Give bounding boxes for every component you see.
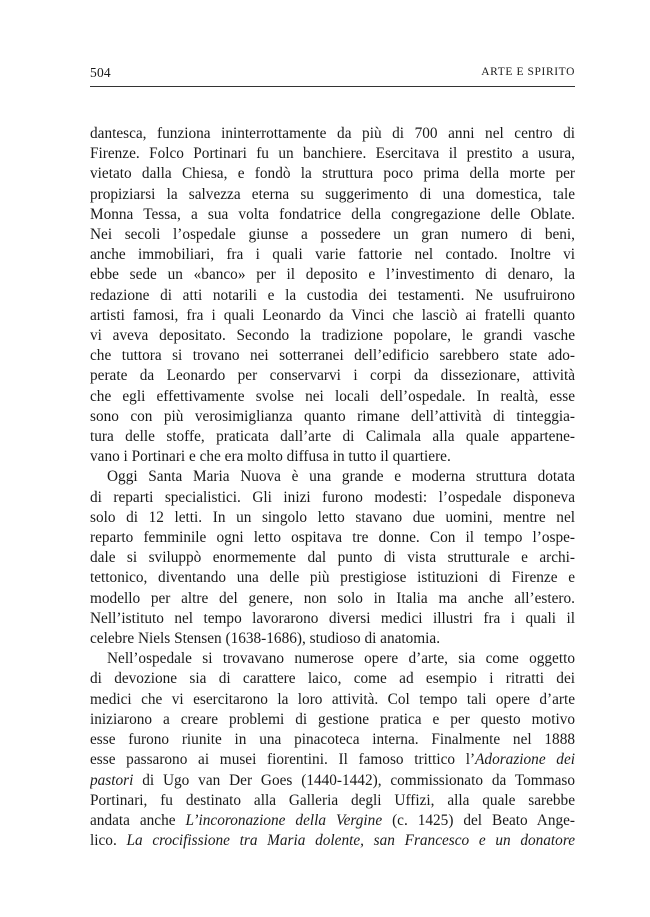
text-segment: propiziarsi la salvezza eterna su suggerimento di una domestica, tale: [90, 185, 575, 203]
text-segment: redazione di atti notarili e la custodia dei testamenti. Ne usufruirono: [90, 286, 575, 304]
text-segment: medici che vi esercitarono la loro attività. Col tempo tali opere d’arte: [90, 690, 575, 708]
body-text: [90, 124, 575, 851]
page-header: [90, 64, 575, 87]
text-line: [90, 245, 575, 265]
text-line: [90, 730, 575, 750]
text-line: [90, 488, 575, 508]
text-line: [90, 286, 575, 306]
text-line: [90, 366, 575, 386]
text-line: [90, 185, 575, 205]
text-segment: vi aveva depositato. Secondo la tradizione popolare, le grandi vasche: [90, 327, 575, 345]
text-line: [90, 548, 575, 568]
text-segment: celebre Niels Stensen (1638-1686), studioso di anatomia.: [90, 630, 441, 648]
text-segment: di devozione sia di carattere laico, come ad esempio i ritratti dei: [90, 670, 575, 688]
text-segment: dale si sviluppò enormemente dal punto di vista strutturale e archi-: [90, 549, 575, 567]
text-segment: modello per altre del genere, non solo in Italia ma anche all’estero.: [90, 589, 575, 607]
text-line: [90, 265, 575, 285]
text-segment: solo di 12 letti. In un singolo letto stavano due uomini, mentre nel: [90, 508, 575, 526]
text-line: [90, 568, 575, 588]
text-line: [90, 750, 575, 770]
text-segment: Portinari, fu destinato alla Galleria degli Uffizi, alla quale sarebbe: [90, 791, 575, 809]
text-line: [90, 447, 575, 467]
text-line: [90, 831, 575, 851]
page-number: 504: [90, 65, 111, 80]
text-segment: Nell’istituto nel tempo lavorarono diversi medici illustri fra i quali il: [90, 609, 575, 627]
text-segment: artisti famosi, fra i quali Leonardo da Vinci che lasciò ai fratelli quanto: [90, 306, 575, 324]
text-line: [90, 124, 575, 144]
italic-title: La crocifissione tra Maria dolente, san Francesco e un donatore: [126, 832, 575, 850]
text-segment: tura delle stoffe, praticata dall’arte di Calimala alla quale appartene-: [90, 428, 575, 446]
text-segment: andata anche: [90, 811, 186, 829]
text-line: [90, 467, 575, 487]
italic-title: L’incoronazione della Vergine: [185, 811, 383, 829]
text-segment: vietato dalla Chiesa, e fondò la struttura poco prima della morte per: [90, 165, 575, 183]
text-segment: perate da Leonardo per conservarvi i corpi da dissezionare, attività: [90, 367, 575, 385]
text-segment: sono con più verosimiglianza quanto rimane dell’attività di tinteggia-: [90, 407, 575, 425]
text-line: [90, 346, 575, 366]
text-line: [90, 528, 575, 548]
text-segment: Monna Tessa, a sua volta fondatrice della congregazione delle Oblate.: [90, 205, 575, 223]
italic-title: Adorazione dei: [475, 751, 575, 769]
text-segment: che tuttora si trovano nei sotterranei dell’edificio sarebbero state ado-: [90, 347, 575, 365]
text-line: [90, 508, 575, 528]
text-line: [90, 164, 575, 184]
text-segment: Oggi Santa Maria Nuova è una grande e moderna struttura dotata: [107, 468, 575, 486]
text-line: [90, 205, 575, 225]
text-segment: lico.: [90, 832, 127, 850]
text-line: [90, 791, 575, 811]
text-segment: esse passarono ai musei fiorentini. Il famoso trittico l’: [90, 751, 476, 769]
text-segment: esse furono riunite in una pinacoteca interna. Finalmente nel 1888: [90, 731, 575, 749]
text-segment: dantesca, funziona ininterrottamente da più di 700 anni nel centro di: [90, 125, 575, 142]
italic-title: pastori: [90, 771, 134, 789]
text-segment: Nell’ospedale si trovavano numerose opere d’arte, sia come oggetto: [107, 650, 575, 668]
text-segment: Nei secoli l’ospedale giunse a possedere un gran numero di beni,: [90, 226, 575, 244]
text-segment: iniziarono a creare problemi di gestione pratica e per questo motivo: [90, 710, 575, 728]
text-segment: vano i Portinari e che era molto diffusa in tutto il quartiere.: [90, 448, 451, 466]
text-segment: Firenze. Folco Portinari fu un banchiere. Esercitava il prestito a usura,: [90, 145, 575, 163]
text-line: [90, 407, 575, 427]
text-segment: che egli effettivamente svolse nei locali dell’ospedale. In realtà, esse: [90, 387, 575, 405]
text-line: [90, 225, 575, 245]
text-line: [90, 811, 575, 831]
text-segment: tettonico, diventando una delle più prestigiose istituzioni di Firenze e: [90, 569, 575, 587]
text-line: [90, 771, 575, 791]
text-line: [90, 427, 575, 447]
text-segment: anche immobiliari, fra i quali varie fattorie nel contado. Inoltre vi: [90, 246, 575, 264]
text-segment: ebbe sede un «banco» per il deposito e l’investimento di denaro, la: [90, 266, 575, 284]
running-title: ARTE E SPIRITO: [481, 66, 575, 78]
text-line: [90, 710, 575, 730]
text-line: [90, 326, 575, 346]
text-segment: reparto femminile ogni letto ospitava tre donne. Con il tempo l’ospe-: [90, 529, 575, 547]
text-line: [90, 629, 575, 649]
text-segment: di Ugo van Der Goes (1440-1442), commissionato da Tommaso: [133, 771, 575, 789]
text-line: [90, 306, 575, 326]
text-segment: (c. 1425) del Beato Ange-: [382, 811, 575, 829]
text-line: [90, 144, 575, 164]
text-line: [90, 669, 575, 689]
text-line: [90, 690, 575, 710]
text-line: [90, 649, 575, 669]
text-segment: di reparti specialistici. Gli inizi furono modesti: l’ospedale disponeva: [90, 488, 575, 506]
text-line: [90, 387, 575, 407]
text-line: [90, 609, 575, 629]
text-line: [90, 589, 575, 609]
